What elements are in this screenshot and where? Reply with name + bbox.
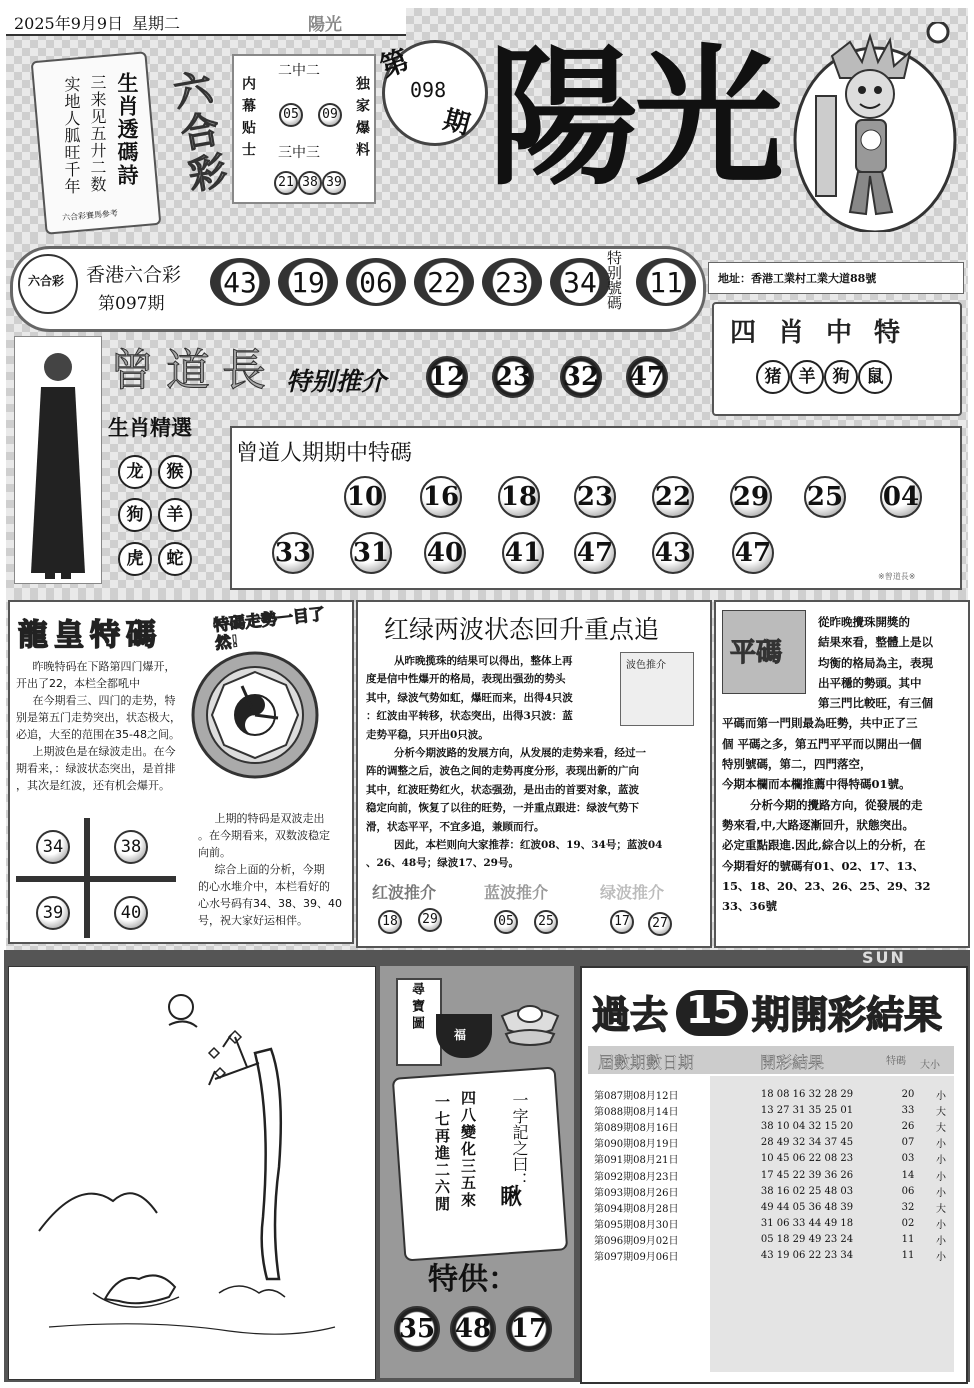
past-cell-nums: 28 49 32 34 37 45 bbox=[760, 1137, 854, 1149]
inner-tip-ball: 38 bbox=[298, 171, 322, 195]
past-cell-size: 大 bbox=[936, 1122, 946, 1134]
past-cell-size: 小 bbox=[936, 1187, 946, 1199]
tseng-history-ball: 29 bbox=[730, 476, 772, 518]
zodiac-select-animal: 羊 bbox=[158, 498, 192, 532]
dragon-ball: 38 bbox=[114, 830, 148, 864]
past-col-size: 大小 bbox=[920, 1060, 940, 1071]
treasure-sign: 尋寶圖 bbox=[409, 982, 424, 1033]
past-cell-sp: 02 bbox=[901, 1218, 915, 1230]
red-wave-ball: 29 bbox=[418, 908, 442, 932]
dragon-para2: 上期的特码是双波走出 。在今期看来，双数波稳定 向前。 综合上面的分析，今期 的心水堆介中，本栏看好的 心水号码有34、38、39、40 号，祝大家好运相伴。 bbox=[198, 812, 342, 927]
result-ball: 06 bbox=[346, 258, 406, 306]
tseng-history-ball: 16 bbox=[420, 476, 462, 518]
past-cell-sp: 03 bbox=[901, 1153, 915, 1165]
analysis-badge: 平碼 bbox=[730, 638, 783, 668]
zodiac-select-title: 生肖精選 bbox=[108, 416, 192, 440]
table-row bbox=[594, 1199, 956, 1215]
tseng-special-ball: 32 bbox=[560, 356, 602, 398]
zodiac-select-animal: 蛇 bbox=[158, 542, 192, 576]
dragon-slogan: 特碼走勢一目了然! bbox=[212, 604, 326, 653]
four-zodiac-animal: 鼠 bbox=[858, 360, 892, 394]
scroll-title: 一字記之曰： bbox=[510, 1092, 529, 1188]
inner-tip-ball: 05 bbox=[279, 103, 303, 127]
analysis-para: 從昨晚攪珠開獎的 結果來看，整體上是以 均衡的格局為主，表現 出平穩的勢頭。其中 第三門比較旺，有三個 平碼而第一門則最為旺勢，共中正了三 個 平碼之多，第五門平平而以開出一個 特別號碼，第二，四門落空， 今期本欄而本欄推薦中得特碼01號。 分析今期的攪路方向，從發展的走 勢來看,中,大路逐漸回升，狀態突出。 必定重點跟進.因此,綜合以上的分析，在 今期看好的號碼有01、02、17、13、 15、18、20、23、26、25、29、32 33、36號 bbox=[722, 615, 933, 914]
past-col-result: 開彩結果 bbox=[760, 1053, 825, 1072]
red-wave-ball: 18 bbox=[378, 910, 402, 934]
past-cell-sp: 11 bbox=[901, 1250, 915, 1262]
special-offer-ball: 48 bbox=[450, 1306, 496, 1352]
tseng-history-ball: 25 bbox=[804, 476, 846, 518]
tseng-history-ball: 22 bbox=[652, 476, 694, 518]
wave-para: 从昨晚揽珠的结果可以得出，整体上再 度是信中性爆开的格局，表现出强劲的势头 其中，绿波气势如虹，爆旺而来，出得4只波 ：红波由平转移，状态突出，出得3只波：蓝 走势平稳，只开出0只波。 分析今期波路的发展方向，从发展的走势来看，经过一 阵的调整之后，波色之间的走势再度分形，表现出新的广向 其中，红波旺势红火，状态强劲，是出击的首要对象，蓝波 稳定向前，恢复了以往的旺势，一并重点跟进：绿波气势下 滑，状态平平，不宜多追，兼顾而行。 因此，本栏则向大家推荐：红波08、19、34号；蓝波04 、26、48号；绿波17、29号。 bbox=[366, 655, 663, 870]
special-offer-ball: 35 bbox=[394, 1306, 440, 1352]
dragon-ball: 40 bbox=[114, 896, 148, 930]
tseng-history-ball: 33 bbox=[272, 532, 314, 574]
past-cell-nums: 43 19 06 22 23 34 bbox=[760, 1250, 854, 1262]
issue-prefix: 第 bbox=[375, 43, 414, 84]
tseng-special-ball: 23 bbox=[492, 356, 534, 398]
past-cell-nums: 38 10 04 32 15 20 bbox=[760, 1120, 854, 1132]
past-title-pre: 過去 bbox=[592, 993, 669, 1037]
past-cell-date: 第090期08月19日 bbox=[594, 1139, 679, 1151]
tseng-history-ball: 04 bbox=[880, 476, 922, 518]
gold-ingot-icon bbox=[498, 996, 562, 1046]
red-wave-label: 红波推介 bbox=[372, 883, 437, 902]
table-row bbox=[594, 1135, 956, 1151]
table-row bbox=[594, 1232, 956, 1248]
past-cell-size: 小 bbox=[936, 1252, 946, 1264]
result-ball: 19 bbox=[278, 258, 338, 306]
dragon-ball: 34 bbox=[36, 830, 70, 864]
green-wave-label: 绿波推介 bbox=[600, 883, 665, 902]
past-cell-nums: 13 27 31 35 25 01 bbox=[760, 1104, 854, 1116]
poem-line3: 实地人胍旺千年 bbox=[62, 76, 81, 195]
table-row bbox=[594, 1102, 956, 1118]
green-wave-ball: 17 bbox=[610, 910, 634, 934]
zodiac-select-animal: 猴 bbox=[158, 455, 192, 489]
sun-label: SUN bbox=[862, 948, 906, 967]
dragon-para1: 昨晚特码在下路第四门爆开， 开出了22，本栏全都吼中 在今期看三、四门的走势，特 别是第五门走势突出，状态极大， 必追，大至的范围在35-48之间。 上期波色是在绿波走出。在今 期看来，：绿波状态突出，是首排 ，其次是红波，还有机会爆开。 bbox=[16, 660, 181, 792]
header-date: 2025年9月9日 bbox=[14, 14, 124, 33]
past-col-special: 特碼 bbox=[886, 1056, 906, 1067]
result-ball: 34 bbox=[550, 258, 610, 306]
green-wave-ball: 27 bbox=[648, 912, 672, 936]
blue-wave-ball: 25 bbox=[534, 910, 558, 934]
tseng-history-ball: 47 bbox=[732, 532, 774, 574]
inner-tip-ball: 39 bbox=[322, 171, 346, 195]
past-cell-sp: 07 bbox=[901, 1137, 915, 1149]
past-cell-size: 大 bbox=[936, 1203, 946, 1215]
inner-tip-top-label: 二中二 bbox=[278, 63, 320, 79]
past-cell-sp: 33 bbox=[901, 1104, 915, 1116]
table-row bbox=[594, 1183, 956, 1199]
tseng-special-ball: 47 bbox=[626, 356, 668, 398]
riddle-drawing bbox=[8, 966, 376, 1380]
liuhecai-title: 六合彩 bbox=[164, 67, 230, 199]
special-offer-ball: 17 bbox=[506, 1306, 552, 1352]
past-cell-nums: 10 45 06 22 08 23 bbox=[760, 1153, 854, 1165]
past-cell-nums: 17 45 22 39 36 26 bbox=[760, 1169, 854, 1181]
fu-char: 福 bbox=[454, 1028, 467, 1042]
result-special-ball: 11 bbox=[636, 258, 696, 306]
four-zodiac-animal: 狗 bbox=[824, 360, 858, 394]
past-cell-size: 小 bbox=[936, 1220, 946, 1232]
past-cell-date: 第092期08月23日 bbox=[594, 1171, 679, 1183]
table-row bbox=[594, 1216, 956, 1232]
blue-wave-ball: 05 bbox=[494, 910, 518, 934]
past-cell-date: 第095期08月30日 bbox=[594, 1220, 679, 1232]
past-cell-sp: 32 bbox=[901, 1201, 915, 1213]
tseng-history-ball: 23 bbox=[574, 476, 616, 518]
past-cell-date: 第096期09月02日 bbox=[594, 1236, 679, 1248]
zodiac-select-animal: 龙 bbox=[118, 455, 152, 489]
tseng-history-ball: 47 bbox=[574, 532, 616, 574]
header-brand-small: 陽光 bbox=[308, 15, 342, 35]
four-zodiac-animal: 羊 bbox=[790, 360, 824, 394]
past-cell-nums: 31 06 33 44 49 18 bbox=[760, 1218, 854, 1230]
special-offer-label: 特供： bbox=[428, 1262, 518, 1297]
tseng-history-title: 曾道人期期中特碼 bbox=[236, 441, 413, 466]
past-cell-size: 小 bbox=[936, 1171, 946, 1183]
address-text: 地址：香港工業村工業大道88號 bbox=[718, 272, 877, 285]
tseng-history-ball: 41 bbox=[502, 532, 544, 574]
compass-icon bbox=[190, 650, 320, 780]
past-cell-date: 第093期08月26日 bbox=[594, 1187, 679, 1199]
past-title-num: 15 bbox=[686, 988, 739, 1032]
four-zodiac-animal: 猪 bbox=[756, 360, 790, 394]
wave-title: 红绿两波状态回升重点追 bbox=[384, 615, 660, 644]
past-cell-date: 第087期08月12日 bbox=[594, 1090, 679, 1102]
past-cell-date: 第091期08月21日 bbox=[594, 1155, 679, 1167]
result-ball: 43 bbox=[210, 258, 270, 306]
past-cell-sp: 20 bbox=[901, 1088, 915, 1100]
past-cell-size: 小 bbox=[936, 1155, 946, 1167]
wave-badge: 波色推介 bbox=[626, 660, 666, 671]
past-col-date: 屆數期數日期 bbox=[598, 1053, 695, 1072]
page-title: 陽光 bbox=[488, 32, 781, 206]
zodiac-select-animal: 虎 bbox=[118, 542, 152, 576]
scroll-poem-line: 四八變化三五來 bbox=[459, 1090, 477, 1209]
inner-tip-left-label: 内幕贴士 bbox=[240, 76, 256, 164]
tseng-history-ball: 18 bbox=[498, 476, 540, 518]
table-row bbox=[594, 1151, 956, 1167]
past-cell-sp: 14 bbox=[901, 1169, 915, 1181]
past-cell-size: 小 bbox=[936, 1236, 946, 1248]
past-table-wrap bbox=[594, 1086, 956, 1264]
table-row bbox=[594, 1167, 956, 1183]
result-ball: 23 bbox=[482, 258, 542, 306]
scroll-char: 瞅 bbox=[500, 1185, 523, 1210]
zodiac-select-animal: 狗 bbox=[118, 498, 152, 532]
results-lottery-name: 香港六合彩 bbox=[86, 264, 182, 286]
inner-tip-mid-label: 三中三 bbox=[278, 145, 320, 161]
past-title-post: 期開彩結果 bbox=[752, 993, 943, 1037]
inner-tip-ball: 09 bbox=[318, 103, 342, 127]
tseng-history-ball: 43 bbox=[652, 532, 694, 574]
header-weekday: 星期二 bbox=[132, 14, 181, 33]
poem-line2: 三来见五廾二数 bbox=[88, 74, 107, 193]
scroll-poem-line: 一七再進二六閒 bbox=[433, 1094, 451, 1213]
result-ball: 22 bbox=[414, 258, 474, 306]
tseng-portrait bbox=[14, 336, 102, 584]
special-number-label: 特别號碼 bbox=[605, 250, 623, 310]
past-cell-date: 第089期08月16日 bbox=[594, 1122, 679, 1134]
past-cell-nums: 38 16 02 25 48 03 bbox=[760, 1185, 854, 1197]
table-row bbox=[594, 1086, 956, 1102]
tseng-special-ball: 12 bbox=[426, 356, 468, 398]
riddle-scroll bbox=[392, 1067, 568, 1262]
poem-scroll-note: 六合彩賽馬參考 bbox=[61, 208, 119, 223]
blue-wave-label: 蓝波推介 bbox=[484, 883, 549, 902]
results-logo-text: 六合彩 bbox=[28, 274, 65, 288]
past-cell-nums: 05 18 29 49 23 24 bbox=[760, 1234, 854, 1246]
sun-mascot-icon bbox=[770, 22, 960, 232]
tseng-history-ball: 40 bbox=[424, 532, 466, 574]
tseng-special-label: 特别推介 bbox=[286, 367, 387, 396]
past-cell-date: 第088期08月14日 bbox=[594, 1106, 679, 1118]
tseng-stamp: ※曾道長※ bbox=[878, 572, 916, 581]
results-issue: 第097期 bbox=[98, 294, 165, 314]
past-cell-nums: 18 08 16 32 28 29 bbox=[760, 1088, 854, 1100]
poem-line1: 生肖透碼詩 bbox=[115, 72, 139, 187]
past-cell-size: 小 bbox=[936, 1090, 946, 1102]
tseng-name: 曾道長 bbox=[110, 345, 278, 396]
issue-number: 098 bbox=[410, 78, 447, 102]
past-cell-sp: 11 bbox=[901, 1234, 915, 1246]
table-row bbox=[594, 1118, 956, 1134]
dragon-title: 龍皇特碼 bbox=[18, 618, 162, 653]
past-cell-sp: 06 bbox=[901, 1185, 915, 1197]
dragon-ball: 39 bbox=[36, 896, 70, 930]
four-zodiac-title: 四肖中特 bbox=[730, 318, 923, 348]
past-cell-date: 第097期09月06日 bbox=[594, 1252, 679, 1264]
past-cell-nums: 49 44 05 36 48 39 bbox=[760, 1201, 854, 1213]
tseng-history-ball: 10 bbox=[344, 476, 386, 518]
past-cell-size: 大 bbox=[936, 1106, 946, 1118]
past-cell-size: 小 bbox=[936, 1139, 946, 1151]
past-cell-date: 第094期08月28日 bbox=[594, 1203, 679, 1215]
issue-suffix: 期 bbox=[439, 105, 473, 141]
dragon-cross-divider bbox=[16, 876, 176, 882]
inner-tip-right-label: 独家爆料 bbox=[354, 76, 370, 164]
tseng-history-ball: 31 bbox=[350, 532, 392, 574]
table-row bbox=[594, 1248, 956, 1264]
inner-tip-ball: 21 bbox=[274, 171, 298, 195]
past-cell-sp: 26 bbox=[901, 1120, 915, 1132]
past-results-table bbox=[594, 1086, 956, 1264]
